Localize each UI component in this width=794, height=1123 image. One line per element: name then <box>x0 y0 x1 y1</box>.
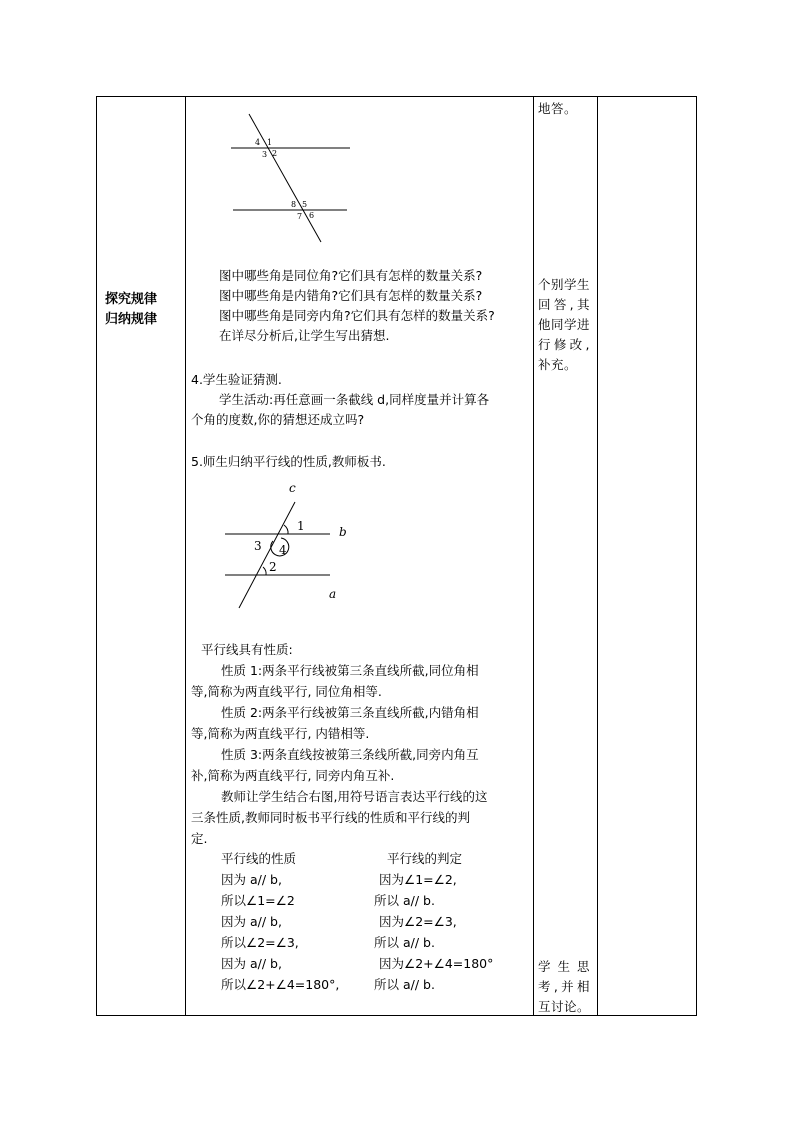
property-3-line-2: 补,简称为两直线平行, 同旁内角互补. <box>191 768 395 783</box>
fig1-angle-1: 1 <box>267 138 273 147</box>
question-corresponding-angles: 图中哪些角是同位角?它们具有怎样的数量关系? <box>219 268 483 283</box>
question-co-interior-angles: 图中哪些角是同旁内角?它们具有怎样的数量关系? <box>219 308 495 323</box>
property-statement: 因为 a// b, <box>221 872 282 887</box>
property-2-line-2: 等,简称为两直线平行, 内错相等. <box>191 726 370 741</box>
criteria-statement: 因为∠1=∠2, <box>379 872 457 887</box>
criteria-column-title: 平行线的判定 <box>387 851 463 866</box>
fig2-angle-3: 3 <box>254 539 262 553</box>
criteria-statement: 所以 a// b. <box>374 977 435 992</box>
conjecture-instruction: 在详尽分析后,让学生写出猜想. <box>219 328 390 343</box>
step4-activity-line-1: 学生活动:再任意画一条截线 d,同样度量并计算各 <box>219 392 490 407</box>
teacher-instruction-line-2: 三条性质,教师同时板书平行线的性质和平行线的判 <box>191 810 470 825</box>
fig1-angle-8: 8 <box>291 200 297 209</box>
fig2-label-c: c <box>289 481 296 495</box>
fig1-angle-4: 4 <box>255 138 261 147</box>
step4-title: 4.学生验证猜测. <box>191 372 282 387</box>
property-statement: 所以∠1=∠2 <box>221 893 295 908</box>
properties-column-title: 平行线的性质 <box>221 851 297 866</box>
fig1-angle-2: 2 <box>272 149 278 158</box>
column-divider-3 <box>597 97 598 1015</box>
property-2-line-1: 性质 2:两条平行线被第三条直线所截,内错角相 <box>221 705 479 720</box>
fig2-angle-4: 4 <box>279 543 287 557</box>
column-divider-1 <box>185 97 186 1015</box>
teacher-instruction-line-1: 教师让学生结合右图,用符号语言表达平行线的这 <box>221 789 488 804</box>
property-1-line-2: 等,简称为两直线平行, 同位角相等. <box>191 684 382 699</box>
fig1-transversal <box>249 114 321 242</box>
question-alternate-angles: 图中哪些角是内错角?它们具有怎样的数量关系? <box>219 288 483 303</box>
fig2-angle-2-arc <box>263 567 266 575</box>
property-statement: 所以∠2+∠4=180°, <box>221 977 340 992</box>
stage-label <box>105 290 157 330</box>
properties-heading: 平行线具有性质: <box>201 642 293 657</box>
fig2-angle-2: 2 <box>269 560 277 574</box>
step4-activity-line-2: 个角的度数,你的猜想还成立吗? <box>191 412 365 427</box>
fig2-label-a: a <box>329 587 337 601</box>
property-3-line-1: 性质 3:两条直线按被第三条线所截,同旁内角互 <box>221 747 479 762</box>
fig1-angle-3: 3 <box>262 150 268 159</box>
lesson-table <box>96 96 697 1016</box>
stage-label-line-2: 归纳规律 <box>105 312 158 327</box>
criteria-statement: 因为∠2=∠3, <box>379 914 457 929</box>
property-statement: 因为 a// b, <box>221 914 282 929</box>
property-statement: 因为 a// b, <box>221 956 282 971</box>
property-statement: 所以∠2=∠3, <box>221 935 299 950</box>
step5-title: 5.师生归纳平行线的性质,教师板书. <box>191 454 386 469</box>
fig2-angle-1: 1 <box>297 519 305 533</box>
fig1-angle-6: 6 <box>309 211 315 220</box>
fig1-angle-7: 7 <box>297 212 303 221</box>
criteria-statement: 所以 a// b. <box>374 893 435 908</box>
student-activity-bottom: 学生思考,并相互讨论。 <box>538 959 591 1014</box>
stage-label-line-1: 探究规律 <box>105 292 158 307</box>
fig2-angle-1-arc <box>284 525 288 534</box>
parallel-lines-figure-1 <box>227 109 357 244</box>
student-activity-middle: 个别学生回答,其他同学进行修改,补充。 <box>538 277 591 372</box>
fig1-angle-5: 5 <box>302 200 308 209</box>
parallel-lines-figure-2 <box>217 480 357 610</box>
teacher-instruction-line-3: 定. <box>191 831 208 846</box>
fig2-label-b: b <box>339 525 347 539</box>
student-activity-top: 地答。 <box>538 101 578 116</box>
property-1-line-1: 性质 1:两条平行线被第三条直线所截,同位角相 <box>221 663 479 678</box>
criteria-statement: 因为∠2+∠4=180° <box>379 956 494 971</box>
criteria-statement: 所以 a// b. <box>374 935 435 950</box>
column-divider-2 <box>533 97 534 1015</box>
